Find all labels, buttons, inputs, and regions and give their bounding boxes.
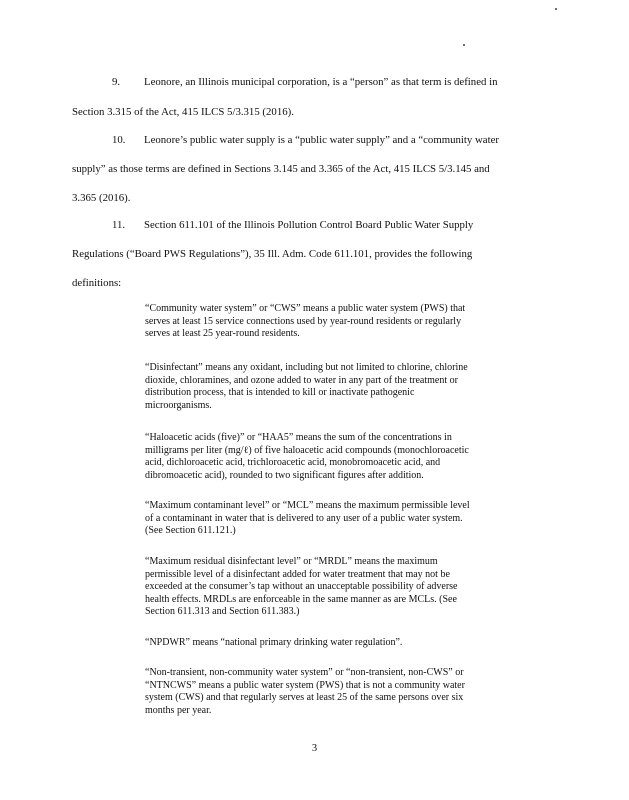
paragraph-line: supply” as those terms are defined in Sections 3.145 and 3.365 of the Act, 415 ILCS 5/3.145 and	[72, 163, 490, 175]
paragraph-line: Section 611.101 of the Illinois Pollution Control Board Public Water Supply	[144, 219, 474, 231]
definition-line: serves at least 15 service connections used by year-round residents or regularly	[145, 315, 462, 327]
definition-line: “Disinfectant” means any oxidant, including but not limited to chlorine, chlorine	[145, 362, 468, 373]
definition-line: “NTNCWS” means a public water system (PWS) that is not a community water	[145, 679, 465, 691]
definition-maximum-contaminant-level	[145, 500, 550, 538]
definition-line: Section 611.313 and Section 611.383.)	[145, 606, 300, 618]
definition-line: months per year.	[145, 704, 212, 716]
definition-disinfectant	[145, 362, 550, 412]
scan-speck	[463, 44, 465, 46]
definition-line: “Maximum residual disinfectant level” or “MRDL” means the maximum	[145, 556, 438, 567]
definition-line: exceeded at the consumer’s tap without an unacceptable possibility of adverse	[145, 581, 458, 593]
definition-line: of a contaminant in water that is delivered to any user of a public water system.	[145, 512, 463, 524]
paragraph-number: 11.	[112, 219, 126, 231]
definition-line: microorganisms.	[145, 399, 212, 411]
paragraph-line: definitions:	[72, 277, 122, 289]
definition-line: “Community water system” or “CWS” means a public water system (PWS) that	[145, 303, 466, 314]
paragraph-line: Section 3.315 of the Act, 415 ILCS 5/3.315 (2016).	[72, 106, 294, 118]
definition-haloacetic-acids	[145, 432, 550, 482]
paragraph-line: Regulations (“Board PWS Regulations”), 35 Ill. Adm. Code 611.101, provides the following	[72, 248, 473, 260]
page-number: 3	[311, 743, 318, 754]
paragraph-line: 3.365 (2016).	[72, 192, 131, 204]
definition-line: “Maximum contaminant level” or “MCL” means the maximum permissible level	[145, 500, 470, 511]
definition-line: health effects. MRDLs are enforceable in the same manner as are MCLs. (See	[145, 593, 457, 605]
paragraph-line: Leonore’s public water supply is a “public water supply” and a “community water	[144, 134, 499, 146]
definition-line: serves at least 25 year-round residents.	[145, 328, 300, 340]
definition-line: dibromoacetic acid), rounded to two significant figures after addition.	[145, 469, 424, 481]
definition-line: “Haloacetic acids (five)” or “HAA5” means the sum of the concentrations in	[145, 432, 452, 443]
definition-line: “NPDWR” means “national primary drinking water regulation”.	[145, 637, 403, 648]
definition-community-water-system	[145, 303, 550, 341]
definition-line: acid, dichloroacetic acid, trichloroacetic acid, monobromoacetic acid, and	[145, 457, 441, 469]
definition-line: distribution process, that is intended to kill or inactivate pathogenic	[145, 387, 415, 399]
definition-line: dioxide, chloramines, and ozone added to water in any part of the treatment or	[145, 374, 458, 386]
paragraph-line: Leonore, an Illinois municipal corporation, is a “person” as that term is defined in	[144, 76, 498, 88]
definition-line: milligrams per liter (mg/ℓ) of five haloacetic acid compounds (monochloroacetic	[145, 444, 469, 456]
definition-non-transient-non-community-water-system	[145, 667, 550, 717]
definition-line: system (CWS) and that regularly serves at least 25 of the same persons over six	[145, 692, 464, 704]
paragraph-number: 9.	[112, 76, 121, 88]
definition-line: (See Section 611.121.)	[145, 525, 236, 537]
paragraph-number: 10.	[112, 134, 126, 146]
scan-speck	[555, 8, 557, 10]
definition-line: permissible level of a disinfectant added for water treatment that may not be	[145, 568, 450, 580]
definition-npdwr	[145, 637, 550, 650]
definition-maximum-residual-disinfectant-level	[145, 556, 550, 619]
definition-line: “Non-transient, non-community water system” or “non-transient, non-CWS” or	[145, 667, 464, 678]
